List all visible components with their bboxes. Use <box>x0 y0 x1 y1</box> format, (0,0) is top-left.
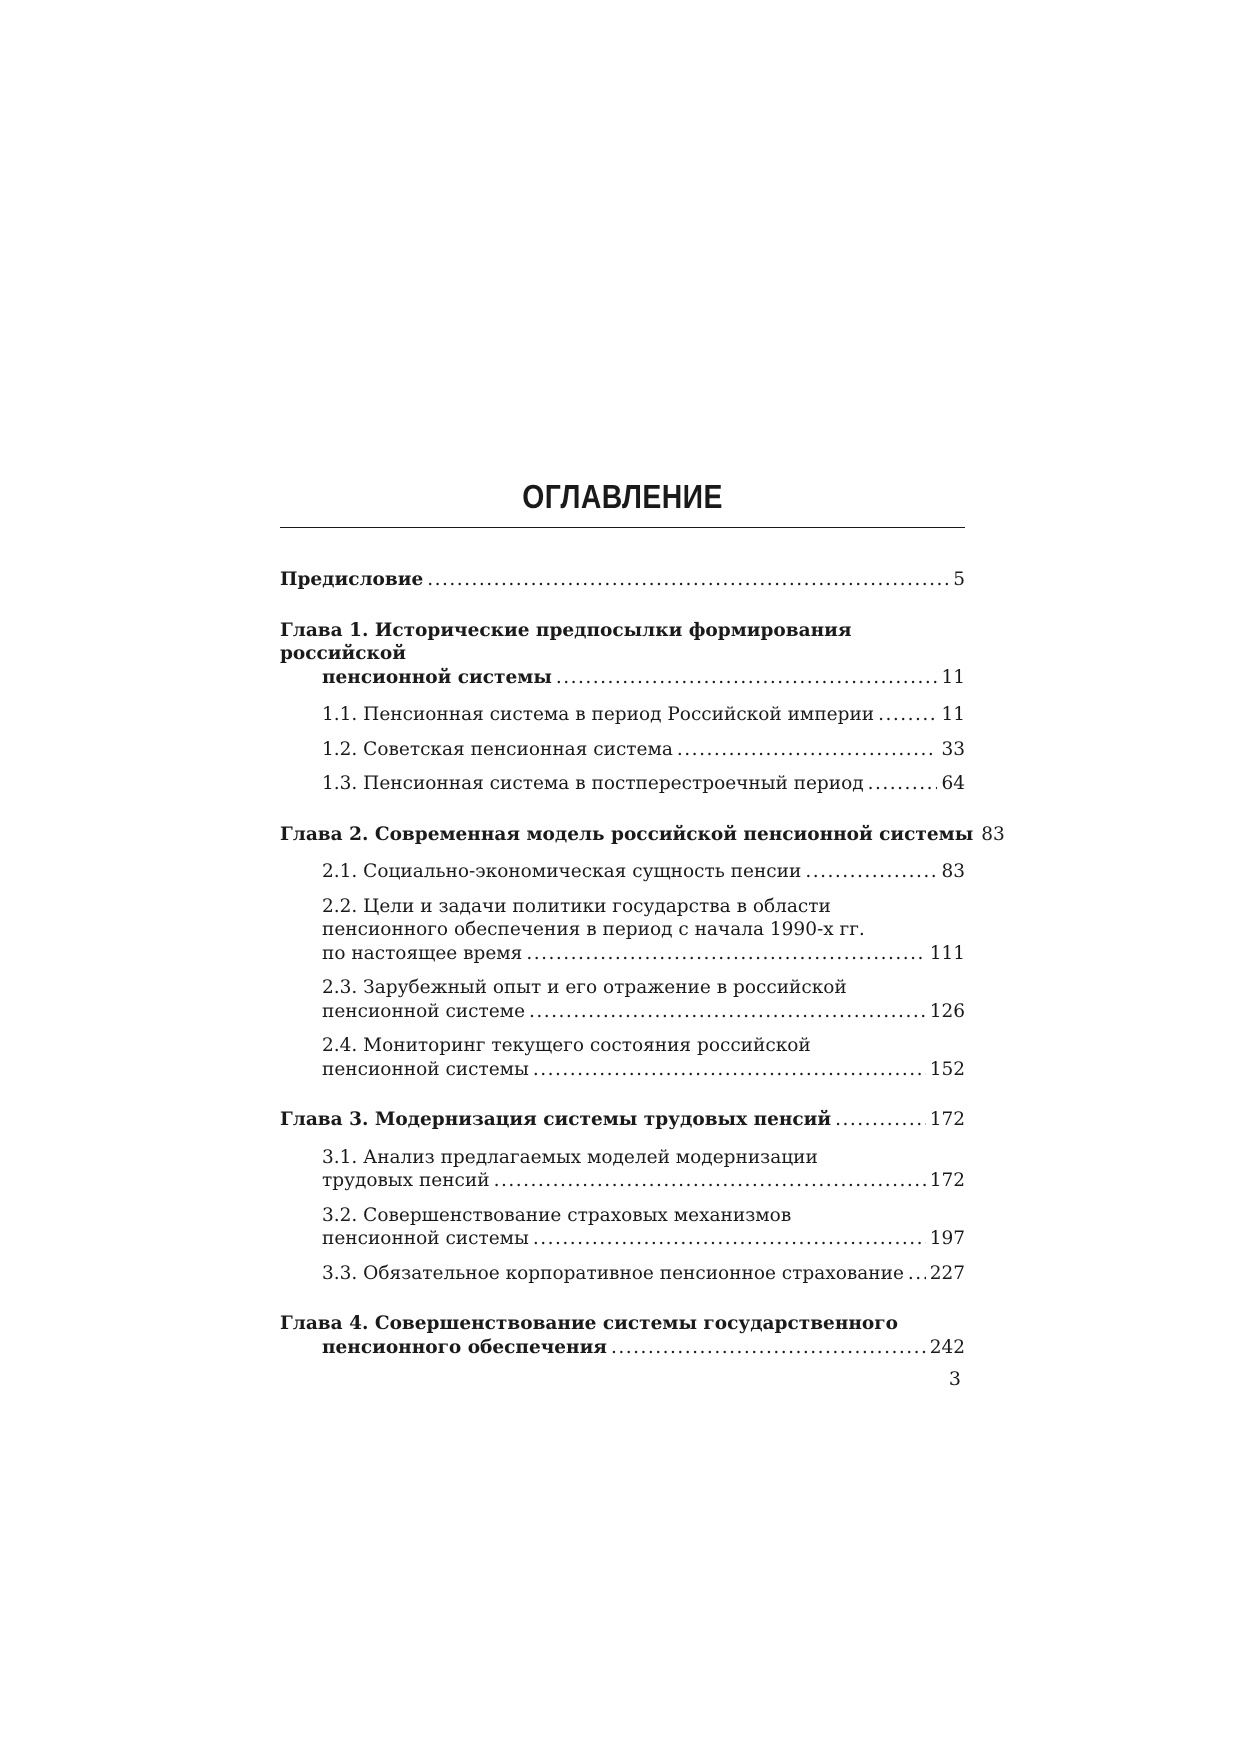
toc-entry-line: пенсионного обеспечения в период с начала 1990-х гг. <box>322 919 865 940</box>
dot-leader <box>427 568 949 592</box>
toc-section-entry[interactable] <box>280 895 965 966</box>
toc-section-entry[interactable] <box>280 703 965 727</box>
dot-leader <box>835 1108 926 1132</box>
dot-leader <box>805 860 937 884</box>
toc-entry-line: 3.1. Анализ предлагаемых моделей модернизации <box>322 1146 818 1168</box>
toc-entry-title: 1.3. Пенсионная система в постперестроечный период <box>322 773 864 794</box>
toc-entry-line: 2.3. Зарубежный опыт и его отражение в российской <box>322 977 847 998</box>
toc-entry-title: пенсионной системы <box>322 1228 529 1249</box>
dot-leader <box>529 1000 926 1024</box>
toc-entry-line: Глава 1. Исторические предпосылки формирования российской <box>280 619 852 664</box>
toc-entry-line: 2.2. Цели и задачи политики государства в области <box>322 895 831 917</box>
toc-entry-title: Предисловие <box>280 569 424 590</box>
toc-page-number: 152 <box>929 1058 965 1080</box>
title-divider <box>280 527 965 528</box>
toc-entry-title: пенсионной системы <box>322 666 552 688</box>
toc-page <box>280 0 1005 1755</box>
toc-section-entry[interactable] <box>280 1034 965 1081</box>
toc-entry-title: трудовых пенсий <box>322 1170 490 1191</box>
toc-entry-title: Глава 3. Модернизация системы трудовых пенсий <box>280 1109 832 1130</box>
toc-page-number: 83 <box>941 861 965 882</box>
toc-section-entry[interactable] <box>280 738 965 762</box>
dot-leader <box>494 1169 926 1193</box>
dot-leader <box>677 738 938 762</box>
toc-page-number: 172 <box>929 1170 965 1191</box>
toc-entry-title: 3.3. Обязательное корпоративное пенсионное страхование <box>322 1262 904 1284</box>
toc-chapter-entry[interactable] <box>280 619 965 690</box>
toc-entry-title: 1.2. Советская пенсионная система <box>322 738 673 760</box>
dot-leader <box>533 1058 926 1082</box>
toc-chapter-entry[interactable] <box>280 1312 965 1359</box>
toc-page-number: 64 <box>941 773 965 794</box>
toc-entry-line: 3.2. Совершенствование страховых механизмов <box>322 1204 792 1226</box>
toc-page-number: 11 <box>941 704 965 725</box>
toc-page-number: 126 <box>929 1000 965 1022</box>
toc-section-entry[interactable] <box>280 1204 965 1251</box>
toc-entry-title: пенсионной системе <box>322 1000 526 1022</box>
toc-chapter-entry[interactable] <box>280 568 965 592</box>
toc-entry-title: пенсионного обеспечения <box>322 1336 607 1358</box>
toc-entry-title: по настоящее время <box>322 942 523 964</box>
toc-page-number: 242 <box>929 1336 965 1358</box>
toc-section-entry[interactable] <box>280 976 965 1023</box>
toc-entry-title: 1.1. Пенсионная система в период Российской империи <box>322 704 875 725</box>
dot-leader <box>908 1262 926 1286</box>
toc-section-entry[interactable] <box>280 1262 965 1286</box>
toc-entry-title: 2.1. Социально-экономическая сущность пенсии <box>322 861 802 882</box>
toc-chapter-entry[interactable] <box>280 823 1005 847</box>
dot-leader <box>526 942 925 966</box>
page-number: 3 <box>948 1368 961 1390</box>
toc-page-number: 33 <box>941 738 965 760</box>
dot-leader <box>556 666 938 690</box>
toc-section-entry[interactable] <box>280 860 965 884</box>
dot-leader <box>533 1227 926 1251</box>
toc-page-number: 172 <box>929 1109 965 1130</box>
page-title: ОГЛАВЛЕНИЕ <box>522 478 723 515</box>
toc-section-entry[interactable] <box>280 1146 965 1193</box>
toc-page-number: 5 <box>953 569 965 590</box>
toc-page-number: 111 <box>929 942 965 964</box>
toc-entry-title: пенсионной системы <box>322 1058 529 1080</box>
toc-page-number: 83 <box>981 823 1005 845</box>
toc-entry-line: 2.4. Мониторинг текущего состояния российской <box>322 1035 811 1056</box>
dot-leader <box>868 772 938 796</box>
dot-leader <box>878 703 937 727</box>
toc-page-number: 11 <box>941 666 965 688</box>
toc-page-number: 227 <box>929 1262 965 1284</box>
dot-leader <box>611 1336 926 1360</box>
toc-section-entry[interactable] <box>280 772 965 796</box>
toc-entry-title: Глава 2. Современная модель российской пенсионной системы <box>280 823 974 845</box>
toc-page-number: 197 <box>929 1228 965 1249</box>
toc-entry-line: Глава 4. Совершенствование системы государственного <box>280 1313 898 1334</box>
toc-chapter-entry[interactable] <box>280 1108 965 1132</box>
toc-entries <box>280 568 1005 1359</box>
